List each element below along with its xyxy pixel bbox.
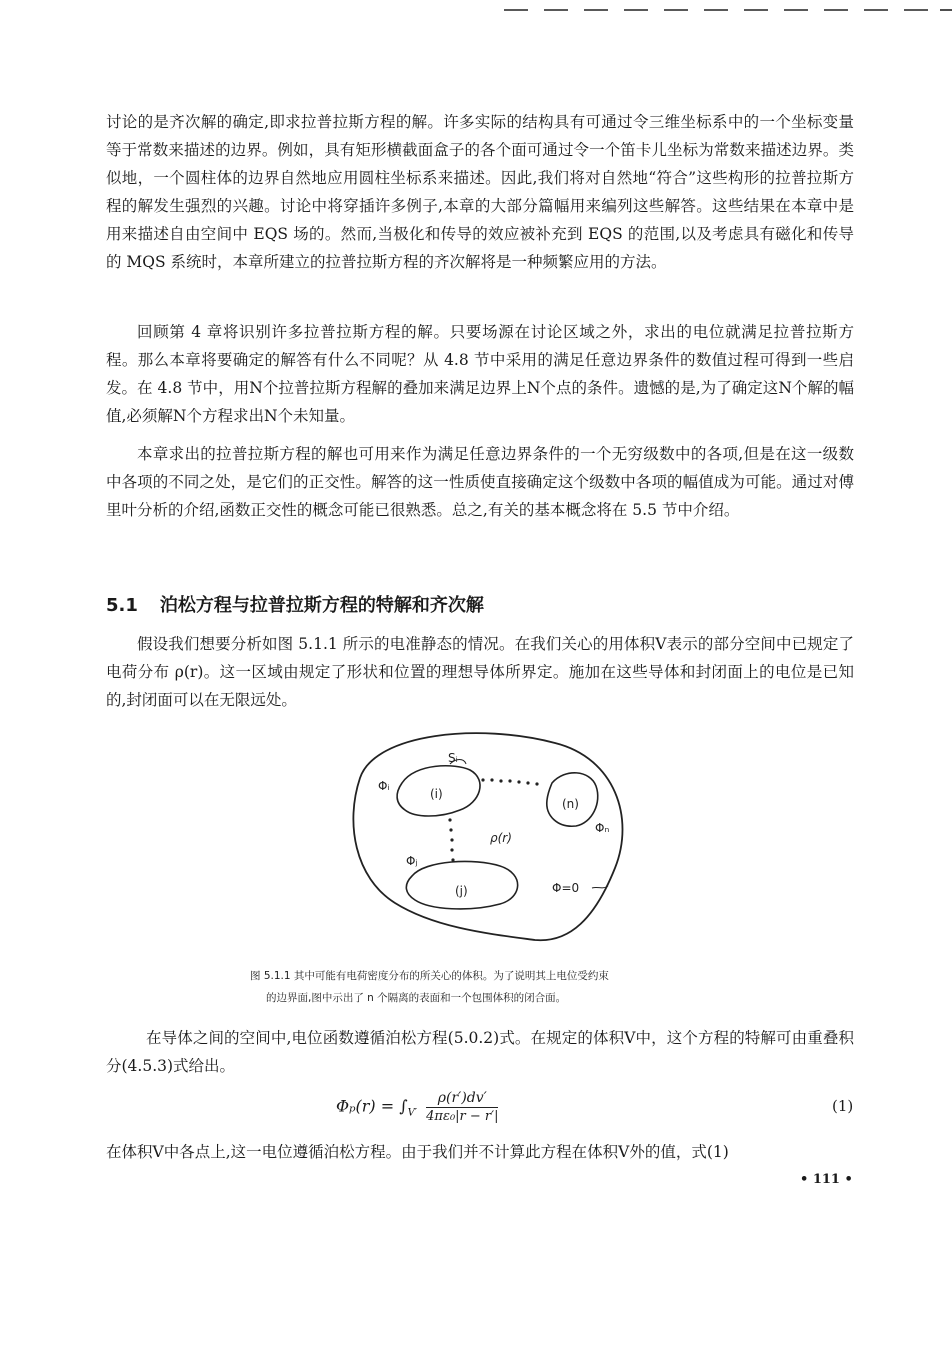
equation-number: (1) (832, 1097, 854, 1115)
dotted-connector-vertical (448, 818, 454, 861)
label-s-i: Sᵢ (448, 751, 458, 765)
section-number: 5.1 (106, 595, 138, 616)
label-rho: ρ(r) (490, 831, 512, 845)
enclosing-surface (353, 733, 622, 940)
label-n: (n) (562, 797, 579, 811)
paragraph-intro: 讨论的是齐次解的确定,即求拉普拉斯方程的解。许多实际的结构具有可通过令三维坐标系中的一个坐标变量等于常数来描述的边界。例如，具有矩形横截面盒子的各个面可通过令一个笛卡儿坐标为常数来描述边界。类似地，一个圆柱体的边界自然地应用圆柱坐标系来描述。因此,我们将对自然地“符合”这些构形的拉普拉斯方程的解发生强烈的兴趣。讨论中将穿插许多例子,本章的大部分篇幅用来编列这些解答。这些结果在本章中是用来描述自由空间中 EQS 场的。然而,当极化和传导的效应被补充到 EQS 的范围,以及考虑具有磁化和传导的 MQS 系统时，本章所建立的拉普拉斯方程的齐次解将是一种频繁应用的方法。 (106, 113, 854, 271)
label-phi-i: Φᵢ (378, 779, 390, 793)
equation-denominator: 4πε₀|r − r′| (426, 1109, 499, 1124)
paragraph-setup: 假设我们想要分析如图 5.1.1 所示的电准静态的情况。在我们关心的用体积V表示的部分空间中已规定了电荷分布 ρ(r)。这一区域由规定了形状和位置的理想导体所界定。施加在这些导体和封闭面上的电位是已知的,封闭面可以在无限远处。 (106, 635, 854, 709)
equation-fraction (426, 1090, 498, 1124)
equation-superposition (336, 1090, 498, 1124)
paragraph-review: 回顾第 4 章将识别许多拉普拉斯方程的解。只要场源在讨论区域之外，求出的电位就满足拉普拉斯方程。那么本章将要确定的解答有什么不同呢？从 4.8 节中采用的满足任意边界条件的数值过程可得到一些启发。在 4.8 节中，用N个拉普拉斯方程解的叠加来满足边界上N个点的条件。遗憾的是,为了确定这N个解的幅值,必须解N个方程求出N个未知量。 (106, 323, 854, 425)
label-phi-n: Φₙ (595, 821, 610, 835)
figure-caption-line1: 图 5.1.1 其中可能有电荷密度分布的所关心的体积。为了说明其上电位受约束 (250, 970, 609, 982)
section-title: 泊松方程与拉普拉斯方程的特解和齐次解 (159, 595, 484, 616)
label-j: (j) (455, 884, 468, 898)
equation-lhs: Φₚ(r) = ∫ (336, 1096, 408, 1116)
figure-caption-line2: 的边界面,图中示出了 n 个隔离的表面和一个包围体积的闭合面。 (266, 992, 567, 1004)
label-phi-j: Φⱼ (406, 854, 418, 868)
top-dashed-rule (500, 0, 952, 20)
paragraph-closing: 在体积V中各点上,这一电位遵循泊松方程。由于我们并不计算此方程在体积V外的值，式(1) (106, 1143, 729, 1161)
paragraph-orthogonality: 本章求出的拉普拉斯方程的解也可用来作为满足任意边界条件的一个无穷级数中的各项,但是在这一级数中各项的不同之处，是它们的正交性。解答的这一性质使直接确定这个级数中各项的幅值成为可能。通过对傅里叶分析的介绍,函数正交性的概念可能已很熟悉。总之,有关的基本概念将在 5.5 节中介绍。 (106, 445, 854, 519)
label-i: (i) (430, 787, 443, 801)
equation-numerator: ρ(r′)dv′ (426, 1090, 498, 1108)
label-phi-zero: Φ=0 (552, 881, 580, 895)
dotted-connector-horizontal (481, 778, 538, 785)
section-heading (106, 591, 484, 617)
page-number: • 111 • (800, 1172, 853, 1187)
paragraph-particular-solution: 在导体之间的空间中,电位函数遵循泊松方程(5.0.2)式。在规定的体积V中，这个方程的特解可由重叠积分(4.5.3)式给出。 (106, 1029, 854, 1075)
equation-integral-limit: V′ (407, 1107, 418, 1119)
figure-volume-diagram (340, 728, 630, 950)
